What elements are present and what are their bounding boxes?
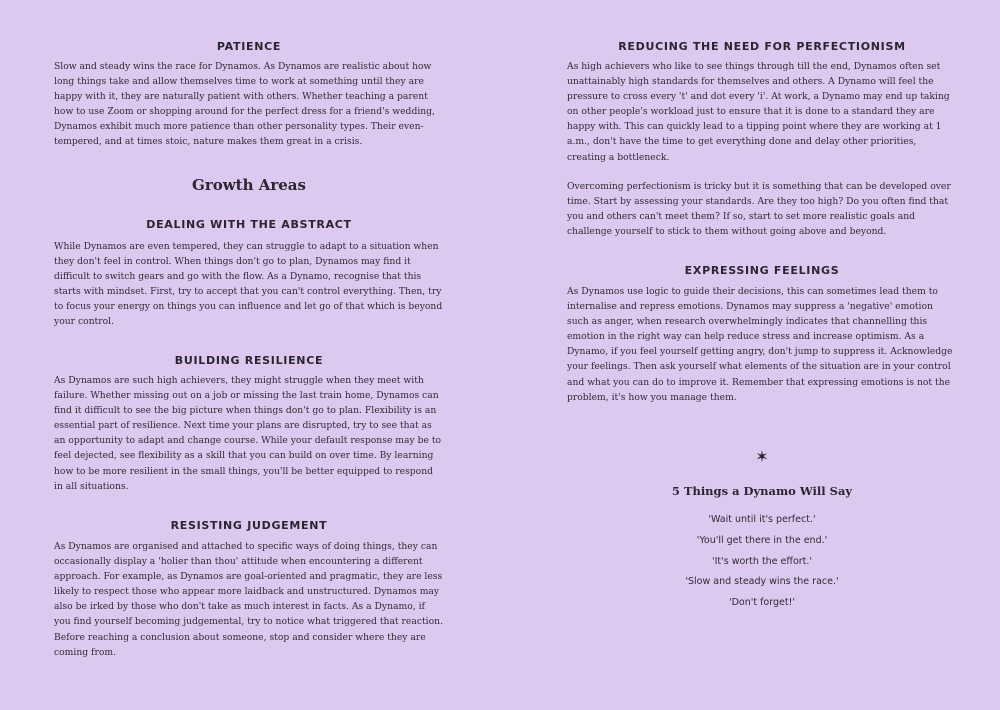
patience-paragraph: Slow and steady wins the race for Dynamos. As Dynamos are realistic about how long things take and allow themselves time to work at something until they are happy with it, they are naturally patient with others. Whether teaching a parent how to use Zoom or shopping around for the perfect dress for a friend's wedding, Dynamos exhibit much more patience than other personality types. Their even-tempered, and at times stoic, nature makes them great in a crisis. [54,61,435,148]
growth-areas-title: Growth Areas [192,176,306,194]
perfectionism-heading: REDUCING THE NEED FOR PERFECTIONISM [618,40,906,53]
perfectionism-paragraph-2: Overcoming perfectionism is tricky but it is something that can be developed over time. Start by assessing your standards. Are they too high? Do you often find that you and others can't meet them? If so, start to set more realistic goals and challenge yourself to stick to them without going above and beyond. [567,181,951,238]
judgement-paragraph: As Dynamos are organised and attached to specific ways of doing things, they can occasionally display a 'holier than thou' attitude when encountering a different approach. For example, as Dynamos are goal-oriented and pragmatic, they are less likely to respect those who appear more laidback and unstructured. Dynamos may also be irked by those who don't take as much interest in facts. As a Dynamo, if you find yourself becoming judgemental, try to notice what triggered that reaction. Before reaching a conclusion about someone, stop and consider where they are coming from. [54,541,443,658]
star-ornament-icon: ✶ [755,447,769,466]
saying-item: 'Slow and steady wins the race.' [685,576,839,587]
judgement-heading: RESISTING JUDGEMENT [170,519,328,532]
resilience-paragraph: As Dynamos are such high achievers, they might struggle when they meet with failure. Whether missing out on a job or missing the last train home, Dynamos can find it difficult to see the big picture when things don't go to plan. Flexibility is an essential part of resilience. Next time your plans are disrupted, try to see that as an opportunity to adapt and change course. While your default response may be to feel dejected, see flexibility as a skill that you can build on over time. By learning how to be more resilient in the small things, you'll be better equipped to respond in all situations. [54,375,442,492]
saying-item: 'Don't forget!' [728,597,796,608]
resilience-heading: BUILDING RESILIENCE [174,354,324,367]
saying-item: 'Wait until it's perfect.' [708,514,816,525]
patience-heading: PATIENCE [216,40,282,53]
abstract-heading: DEALING WITH THE ABSTRACT [146,218,352,231]
perfectionism-paragraph-1: As high achievers who like to see things through till the end, Dynamos often set unattainably high standards for themselves and others. A Dynamo will feel the pressure to cross every 't' and dot every 'i'. At work, a Dynamo may end up taking on other people's workload just to ensure that it is done to a standard they are happy with. This can quickly lead to a tipping point where they are working at 1 a.m., don't have the time to get everything done and delay other priorities, creating a bottleneck. [567,61,950,163]
abstract-paragraph: While Dynamos are even tempered, they can struggle to adapt to a situation when they don't feel in control. When things don't go to plan, Dynamos may find it difficult to switch gears and go with the flow. As a Dynamo, recognise that this starts with mindset. First, try to accept that you can't control everything. Then, try to focus your energy on things you can influence and let go of that which is beyond your control. [54,241,443,328]
saying-item: 'It's worth the effort.' [711,556,813,567]
sayings-title: 5 Things a Dynamo Will Say [671,484,853,498]
saying-item: 'You'll get there in the end.' [696,535,828,546]
feelings-heading: EXPRESSING FEELINGS [684,264,840,277]
feelings-paragraph: As Dynamos use logic to guide their decisions, this can sometimes lead them to internalise and repress emotions. Dynamos may suppress a 'negative' emotion such as anger, when research overwhelmingly indicates that channelling this emotion in the right way can help reduce stress and increase optimism. As a Dynamo, if you feel yourself getting angry, don't jump to suppress it. Acknowledge your feelings. Then ask yourself what elements of the situation are in your control and what you can do to improve it. Remember that expressing emotions is not the problem, it's how you manage them. [567,286,953,403]
